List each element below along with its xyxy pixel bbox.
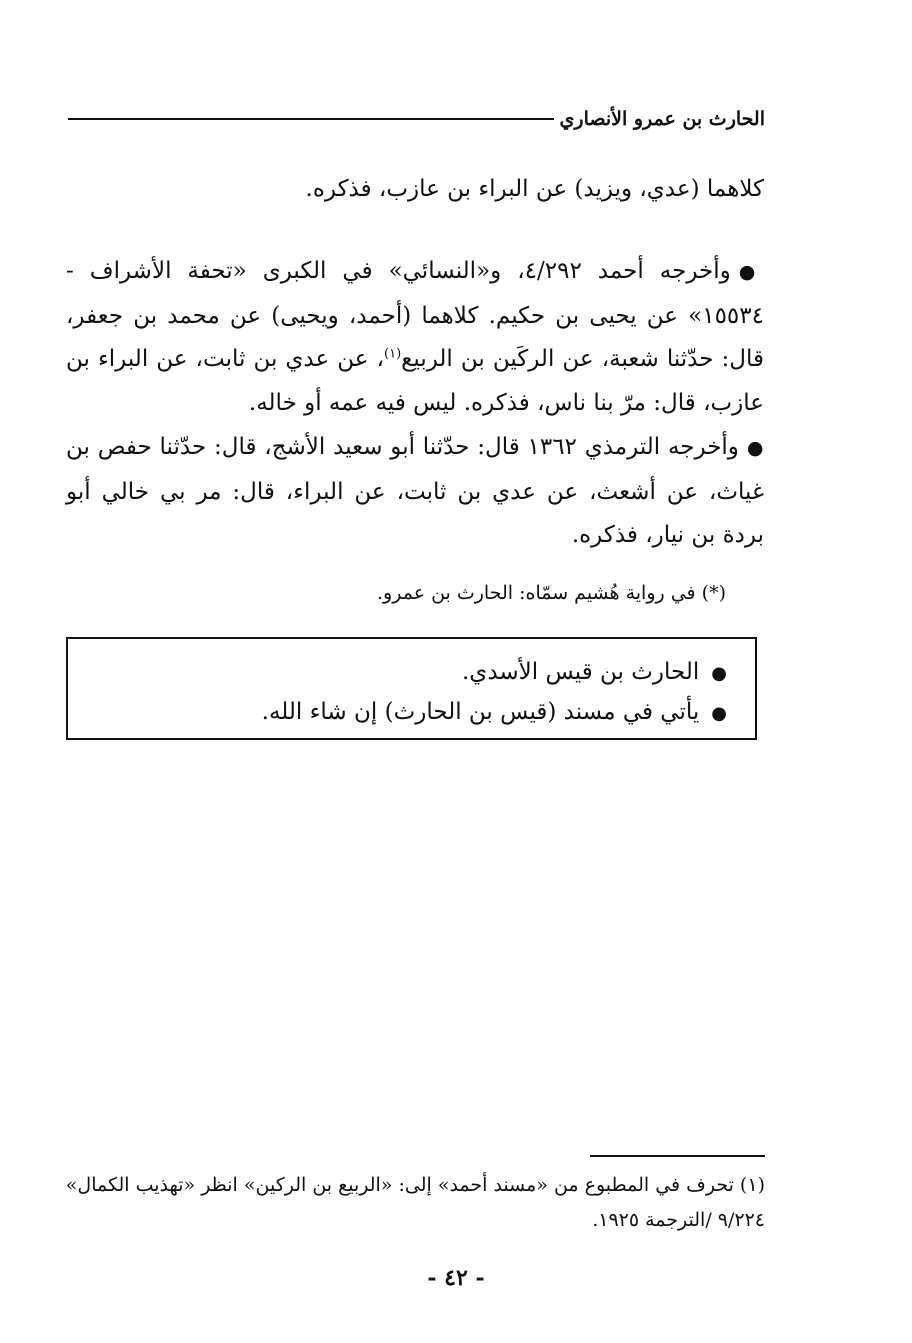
asterisk-note: (*) في رواية هُشيم سمّاه: الحارث بن عمرو. — [377, 582, 726, 604]
header-rule — [68, 118, 554, 120]
bullet-icon: ● — [711, 663, 727, 684]
footnote-1: (١) تحرف في المطبوع من «مسند أحمد» إلى: «الربيع بن الركين» انظر «تهذيب الكمال» ٩/٢٢٤ /الترجمة ١٩٢٥. — [65, 1174, 765, 1231]
box-item — [88, 693, 727, 733]
paragraph-3 — [66, 426, 764, 558]
paragraph-2-text-end: ، عن عدي بن ثابت، عن البراء بن عازب، قال: مرّ بنا ناس، فذكره. ليس فيه عمه أو خاله. — [66, 346, 764, 416]
box-item-text: الحارث بن قيس الأسدي. — [462, 659, 700, 685]
box-item — [88, 653, 727, 693]
paragraph-1-text: كلاهما (عدي، ويزيد) عن البراء بن عازب، فذكره. — [305, 176, 764, 202]
bullet-icon: ● — [746, 437, 764, 459]
paragraph-2-text-start: وأخرجه أحمد ٤/٢٩٢، و«النسائي» في الكبرى «تحفة الأشراف - ١٥٥٣٤» عن يحيى بن حكيم. كلاهما (أحمد، ويحيى) عن محمد بن جعفر، قال: حدّثنا شعبة، عن الركَين بن الربيع — [66, 258, 764, 372]
footnote-rule — [590, 1155, 765, 1157]
footnote-marker[interactable]: (١) — [384, 346, 402, 362]
box-item-text: يأتي في مسند (قيس بن الحارث) إن شاء الله. — [261, 699, 700, 725]
paragraph-1 — [66, 168, 764, 212]
page-number: - ٤٢ - — [427, 1265, 485, 1291]
bullet-icon: ● — [711, 703, 727, 724]
boxed-entries — [66, 637, 757, 740]
bullet-icon: ● — [738, 261, 764, 283]
paragraph-3-text: وأخرجه الترمذي ١٣٦٢ قال: حدّثنا أبو سعيد الأشج، قال: حدّثنا حفص بن غياث، عن أشعث، عن عدي بن ثابت، عن البراء، قال: مر بي خالي أبو بردة بن نيار، فذكره. — [66, 434, 764, 548]
running-header — [68, 108, 765, 130]
running-title: الحارث بن عمرو الأنصاري — [559, 108, 765, 130]
paragraph-2 — [66, 250, 764, 425]
